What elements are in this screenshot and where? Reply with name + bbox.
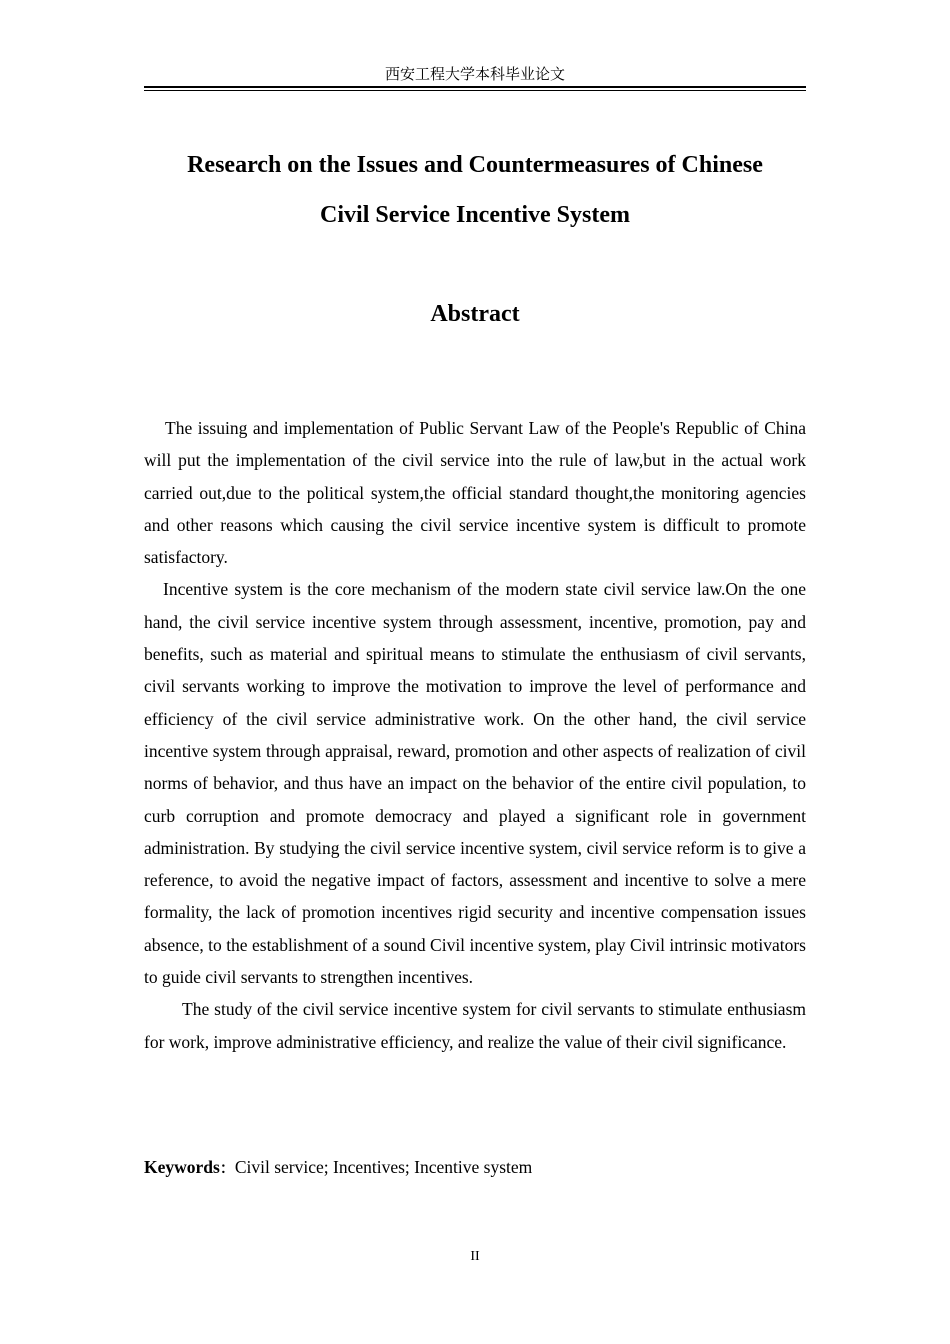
abstract-body	[144, 412, 806, 1058]
paper-title-line-2: Civil Service Incentive System	[320, 202, 630, 228]
page-number: II	[470, 1249, 480, 1264]
keywords-value: Civil service; Incentives; Incentive system	[234, 1157, 533, 1177]
header-rule-thin	[144, 90, 806, 91]
paper-title-line-1: Research on the Issues and Countermeasures of Chinese	[187, 152, 763, 178]
keywords-line	[144, 1153, 806, 1182]
running-header: 西安工程大学本科毕业论文	[384, 65, 565, 83]
abstract-paragraph-1: The issuing and implementation of Public Servant Law of the People's Republic of China will put the implementation of the civil service into the rule of law,but in the actual work carried out,due to the political system,the official standard thought,the monitoring agencies and other reasons which causing the civil service incentive system is difficult to promote satisfactory.	[144, 418, 806, 568]
abstract-heading: Abstract	[430, 301, 520, 327]
paper-title	[144, 140, 806, 240]
keywords-label: Keywords	[144, 1157, 220, 1177]
keywords-colon: ：	[219, 1159, 235, 1177]
header-rule-thick	[144, 86, 806, 88]
abstract-paragraph-3: The study of the civil service incentive system for civil servants to stimulate enthusiasm for work, improve administrative efficiency, and realize the value of their civil significance.	[144, 999, 806, 1052]
abstract-paragraph-2: Incentive system is the core mechanism of the modern state civil service law.On the one hand, the civil service incentive system through assessment, incentive, promotion, pay and benefits, such as material and spiritual means to stimulate the enthusiasm of civil servants, civil servants working to improve the motivation to improve the level of performance and efficiency of the civil service administrative work. On the other hand, the civil service incentive system through appraisal, reward, promotion and other aspects of realization of civil norms of behavior, and thus have an impact on the behavior of the entire civil population, to curb corruption and promote democracy and played a significant role in government administration. By studying the civil service incentive system, civil service reform is to give a reference, to avoid the negative impact of factors, assessment and incentive to solve a mere formality, the lack of promotion incentives rigid security and incentive compensation issues absence, to the establishment of a sound Civil incentive system, play Civil intrinsic motivators to guide civil servants to strengthen incentives.	[144, 579, 806, 988]
